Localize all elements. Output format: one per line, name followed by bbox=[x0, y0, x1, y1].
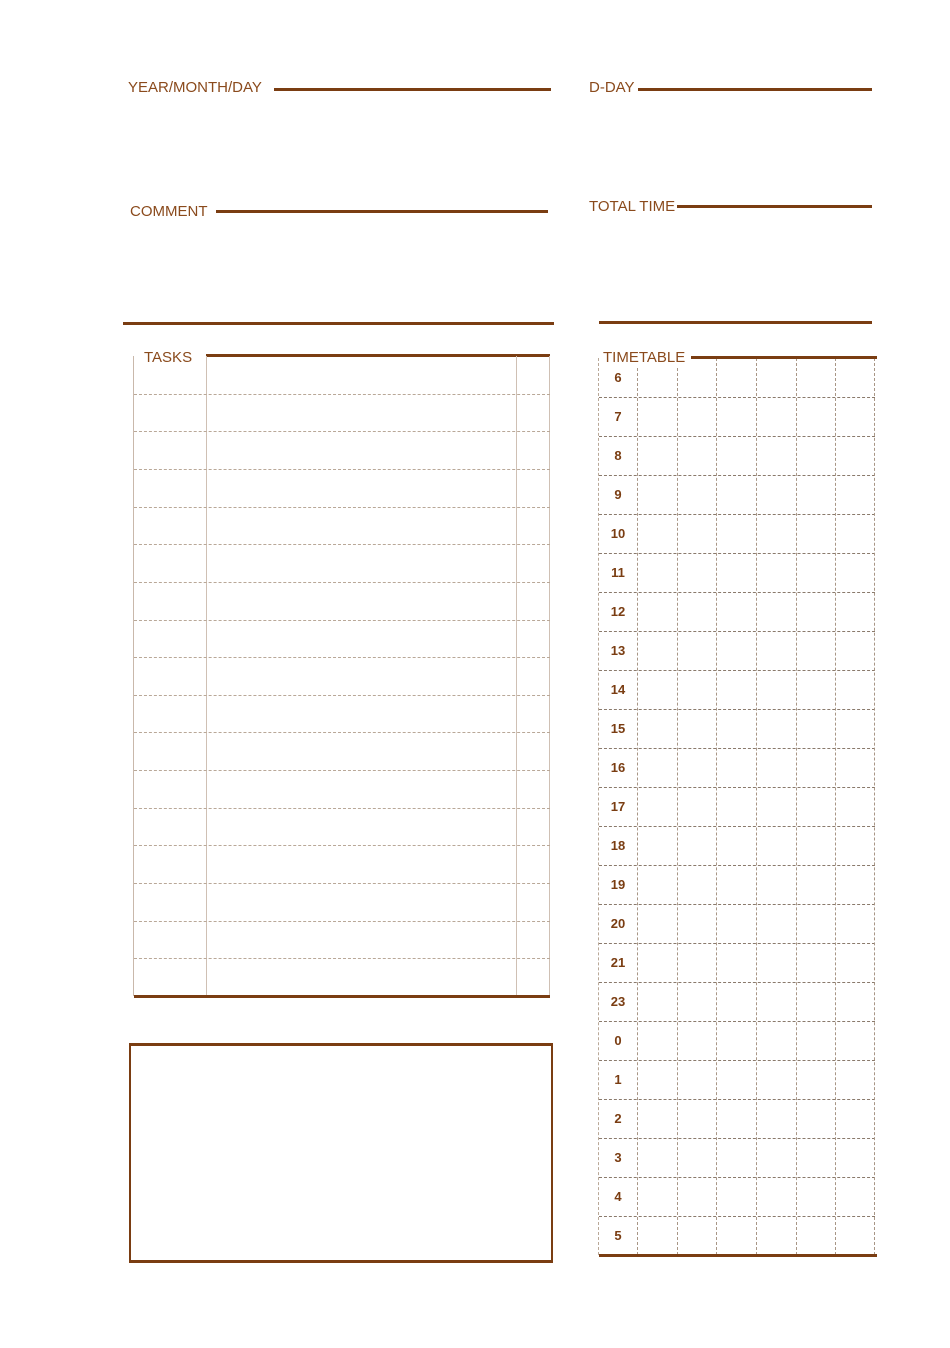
task-row[interactable] bbox=[134, 695, 550, 734]
hour-label: 15 bbox=[610, 721, 626, 736]
hour-label: 10 bbox=[610, 526, 626, 541]
total-time-line[interactable] bbox=[677, 205, 872, 208]
total-time-label: TOTAL TIME bbox=[589, 198, 676, 215]
timetable-grid[interactable] bbox=[598, 358, 875, 1255]
timetable-row[interactable] bbox=[599, 1216, 875, 1256]
task-row[interactable] bbox=[134, 394, 550, 433]
timetable-row[interactable] bbox=[599, 748, 875, 788]
timetable-row[interactable] bbox=[599, 631, 875, 671]
comment-label: COMMENT bbox=[130, 203, 208, 220]
task-row[interactable] bbox=[134, 921, 550, 960]
task-row[interactable] bbox=[134, 356, 550, 395]
timetable-row[interactable] bbox=[599, 943, 875, 983]
hour-label: 4 bbox=[614, 1189, 622, 1204]
task-row[interactable] bbox=[134, 620, 550, 659]
task-row[interactable] bbox=[134, 808, 550, 847]
hour-label: 18 bbox=[610, 838, 626, 853]
task-row[interactable] bbox=[134, 732, 550, 771]
task-row[interactable] bbox=[134, 582, 550, 621]
hour-label: 5 bbox=[614, 1228, 622, 1243]
comment-bottom-line bbox=[123, 322, 554, 325]
task-row[interactable] bbox=[134, 507, 550, 546]
hour-label: 6 bbox=[614, 370, 622, 385]
tasks-table[interactable] bbox=[133, 356, 550, 996]
hour-label: 0 bbox=[614, 1033, 622, 1048]
total-time-bottom-line bbox=[599, 321, 872, 324]
tasks-bottom-rule bbox=[134, 995, 550, 998]
timetable-column-line bbox=[796, 358, 797, 1255]
timetable-top-rule bbox=[691, 356, 877, 359]
timetable-row[interactable] bbox=[599, 865, 875, 905]
timetable-column-line bbox=[874, 358, 875, 1255]
task-row[interactable] bbox=[134, 469, 550, 508]
task-row[interactable] bbox=[134, 657, 550, 696]
hour-label: 20 bbox=[610, 916, 626, 931]
timetable-bottom-rule bbox=[599, 1254, 877, 1257]
task-row[interactable] bbox=[134, 770, 550, 809]
timetable-column-line bbox=[637, 358, 638, 1255]
timetable-row[interactable] bbox=[599, 982, 875, 1022]
task-row[interactable] bbox=[134, 544, 550, 583]
hour-label: 2 bbox=[614, 1111, 622, 1126]
timetable-column-line bbox=[756, 358, 757, 1255]
date-label: YEAR/MONTH/DAY bbox=[128, 79, 262, 96]
hour-label: 9 bbox=[614, 487, 622, 502]
timetable-row[interactable] bbox=[599, 1138, 875, 1178]
timetable-row[interactable] bbox=[599, 1177, 875, 1217]
timetable-row[interactable] bbox=[599, 787, 875, 827]
timetable-column-line bbox=[716, 358, 717, 1255]
timetable-row[interactable] bbox=[599, 397, 875, 437]
hour-label: 17 bbox=[610, 799, 626, 814]
hour-label: 3 bbox=[614, 1150, 622, 1165]
memo-box[interactable] bbox=[129, 1043, 553, 1263]
hour-label: 19 bbox=[610, 877, 626, 892]
timetable-row[interactable] bbox=[599, 904, 875, 944]
dday-label: D-DAY bbox=[589, 79, 635, 96]
timetable-row[interactable] bbox=[599, 475, 875, 515]
hour-label: 8 bbox=[614, 448, 622, 463]
task-row[interactable] bbox=[134, 883, 550, 922]
timetable-column-line bbox=[677, 358, 678, 1255]
hour-label: 1 bbox=[614, 1072, 622, 1087]
hour-label: 16 bbox=[610, 760, 626, 775]
timetable-row[interactable] bbox=[599, 553, 875, 593]
hour-label: 11 bbox=[611, 565, 625, 580]
timetable-row[interactable] bbox=[599, 592, 875, 632]
hour-label: 7 bbox=[614, 409, 622, 424]
timetable-row[interactable] bbox=[599, 1099, 875, 1139]
timetable-row[interactable] bbox=[599, 670, 875, 710]
timetable-row[interactable] bbox=[599, 1060, 875, 1100]
hour-label: 12 bbox=[610, 604, 626, 619]
comment-line[interactable] bbox=[216, 210, 548, 213]
timetable-row[interactable] bbox=[599, 709, 875, 749]
timetable-column-line bbox=[835, 358, 836, 1255]
hour-label: 21 bbox=[610, 955, 626, 970]
hour-label: 14 bbox=[610, 682, 626, 697]
hour-label: 23 bbox=[610, 994, 626, 1009]
task-row[interactable] bbox=[134, 431, 550, 470]
timetable-row[interactable] bbox=[599, 826, 875, 866]
timetable-label: TIMETABLE bbox=[603, 349, 686, 366]
timetable-row[interactable] bbox=[599, 436, 875, 476]
hour-label: 13 bbox=[610, 643, 626, 658]
dday-line[interactable] bbox=[638, 88, 872, 91]
timetable-row[interactable] bbox=[599, 514, 875, 554]
date-line[interactable] bbox=[274, 88, 551, 91]
tasks-label: TASKS bbox=[144, 349, 193, 366]
task-row[interactable] bbox=[134, 845, 550, 884]
timetable-row[interactable] bbox=[599, 1021, 875, 1061]
